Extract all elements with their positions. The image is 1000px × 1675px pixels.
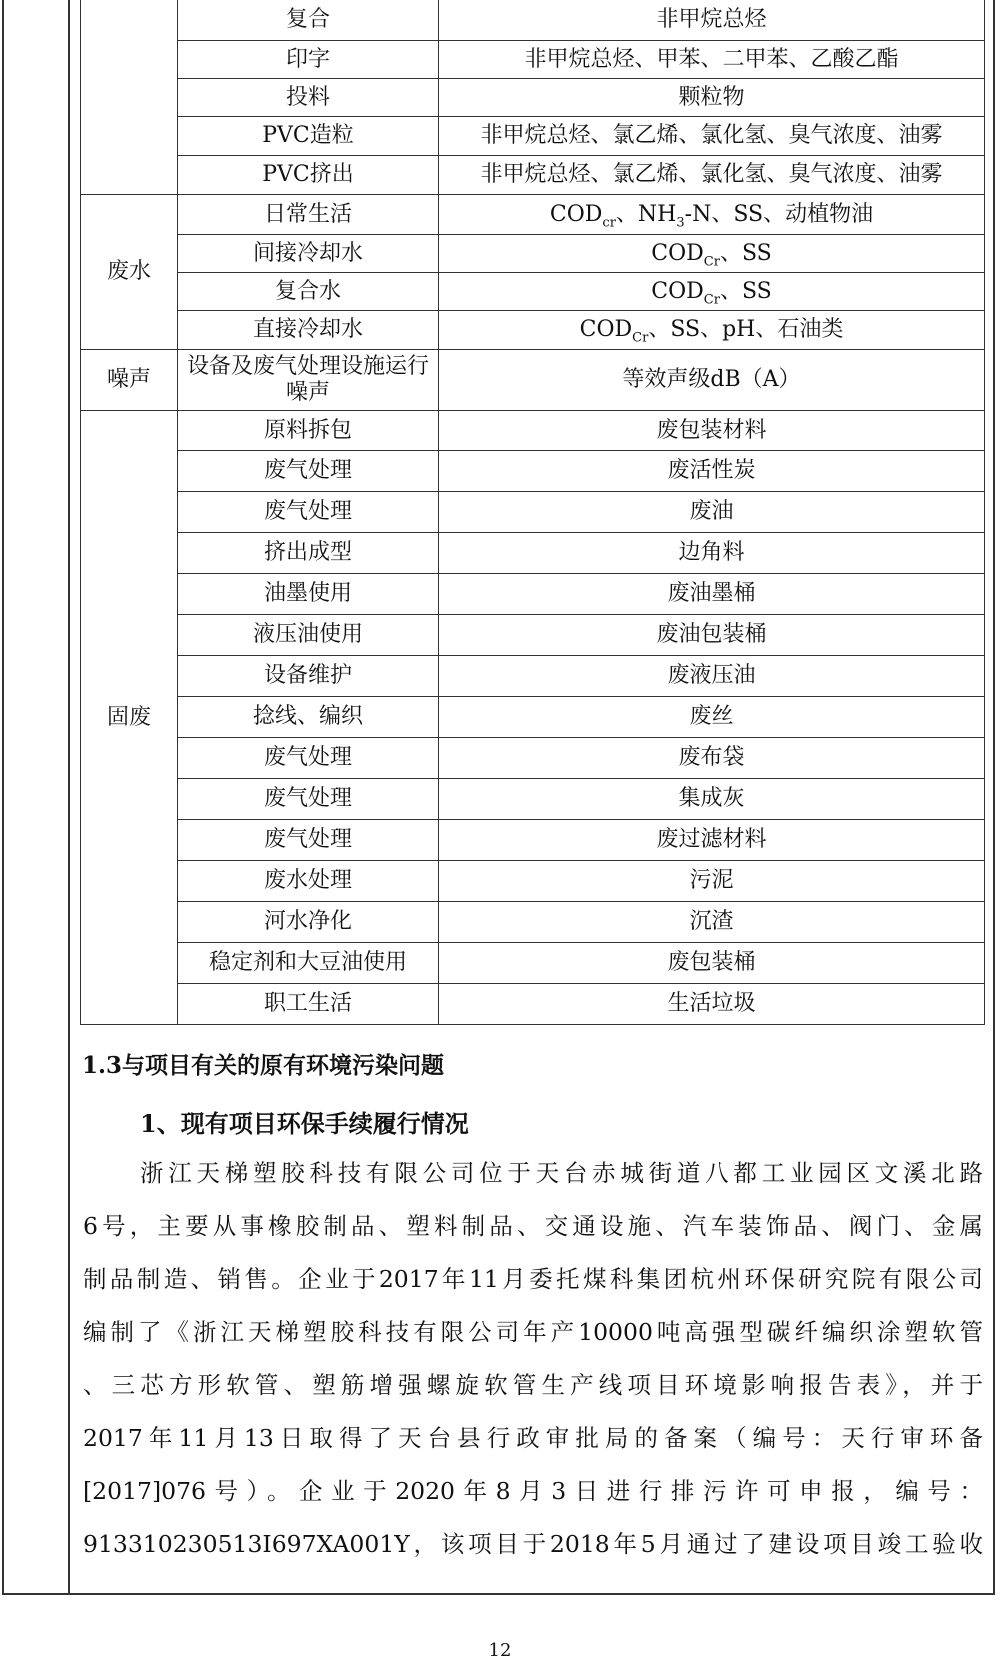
source-cell: 职工生活	[178, 984, 439, 1025]
category-cell-wastewater: 废水	[81, 195, 178, 350]
source-cell: PVC造粒	[178, 117, 439, 156]
pollutant-cell: $COD_{Cr}$、SS	[439, 273, 985, 311]
source-cell: PVC挤出	[178, 156, 439, 195]
table-row	[81, 350, 985, 411]
paragraph-line: 913310230513I697XA001Y，该项目于2018年5月通过了建设项目竣工验收	[83, 1530, 983, 1558]
paragraph-line: 6号，主要从事橡胶制品、塑料制品、交通设施、汽车装饰品、阀门、金属	[83, 1212, 983, 1240]
pollutant-cell: 非甲烷总烃、氯乙烯、氯化氢、臭气浓度、油雾	[439, 156, 985, 195]
table-row	[81, 943, 985, 984]
table-row	[81, 117, 985, 156]
pollutant-cell: 非甲烷总烃、甲苯、二甲苯、乙酸乙酯	[439, 41, 985, 79]
source-cell: 复合	[178, 0, 439, 41]
table-row	[81, 820, 985, 861]
table-row	[81, 697, 985, 738]
source-cell: 稳定剂和大豆油使用	[178, 943, 439, 984]
source-cell: 原料拆包	[178, 411, 439, 451]
table-row	[81, 41, 985, 79]
pollutant-cell: 颗粒物	[439, 79, 985, 117]
pollutant-cell: 废过滤材料	[439, 820, 985, 861]
pollutant-cell: 边角料	[439, 533, 985, 574]
table-row	[81, 411, 985, 451]
left-margin-divider	[68, 0, 70, 1595]
paragraph-line: 、三芯方形软管、塑筋增强螺旋软管生产线项目环境影响报告表》，并于	[83, 1371, 983, 1399]
source-cell: 液压油使用	[178, 615, 439, 656]
pollutant-cell: 废油包装桶	[439, 615, 985, 656]
table-row	[81, 902, 985, 943]
pollutant-cell: 废油	[439, 492, 985, 533]
source-cell: 直接冷却水	[178, 311, 439, 350]
table-row	[81, 235, 985, 273]
table-row	[81, 79, 985, 117]
table-row	[81, 195, 985, 235]
source-cell: 河水净化	[178, 902, 439, 943]
pollutant-cell: 废丝	[439, 697, 985, 738]
table-row	[81, 861, 985, 902]
source-cell: 废气处理	[178, 779, 439, 820]
source-cell: 挤出成型	[178, 533, 439, 574]
table-row	[81, 311, 985, 350]
table-row	[81, 656, 985, 697]
table-row	[81, 533, 985, 574]
paragraph-line: 浙江天梯塑胶科技有限公司位于天台赤城街道八都工业园区文溪北路	[140, 1159, 983, 1187]
source-cell: 间接冷却水	[178, 235, 439, 273]
table-row	[81, 273, 985, 311]
table-row	[81, 0, 985, 41]
category-cell-solid-waste: 固废	[81, 411, 178, 1025]
pollutant-cell: 废液压油	[439, 656, 985, 697]
pollutant-cell: 废活性炭	[439, 451, 985, 492]
paragraph-line: [2017]076号）。企业于2020年8月3日进行排污许可申报，编号：	[83, 1477, 983, 1505]
table-row	[81, 451, 985, 492]
source-cell: 设备及废气处理设施运行噪声	[178, 350, 439, 411]
subsection-heading: 1、现有项目环保手续履行情况	[140, 1109, 469, 1138]
table-row	[81, 492, 985, 533]
pollutant-cell: 集成灰	[439, 779, 985, 820]
table-row	[81, 156, 985, 195]
pollutant-cell: 废布袋	[439, 738, 985, 779]
section-heading: 1.3与项目有关的原有环境污染问题	[82, 1052, 445, 1079]
table-row	[81, 574, 985, 615]
pollutant-cell: $COD_{Cr}$、SS	[439, 235, 985, 273]
source-cell: 捻线、编织	[178, 697, 439, 738]
pollutant-cell: 等效声级dB（A）	[439, 350, 985, 411]
table-row	[81, 984, 985, 1025]
source-cell: 废气处理	[178, 492, 439, 533]
body-paragraph	[83, 1147, 983, 1571]
pollutant-cell: $COD_{cr}$、$NH_3-N$、SS、动植物油	[439, 195, 985, 235]
pollutant-cell: 非甲烷总烃、氯乙烯、氯化氢、臭气浓度、油雾	[439, 117, 985, 156]
paragraph-line: 2017年11月13日取得了天台县行政审批局的备案（编号：天行审环备	[83, 1424, 983, 1452]
source-cell: 印字	[178, 41, 439, 79]
source-cell: 废气处理	[178, 738, 439, 779]
table-row	[81, 615, 985, 656]
pollutant-table	[80, 0, 985, 1025]
source-cell: 废水处理	[178, 861, 439, 902]
source-cell: 废气处理	[178, 451, 439, 492]
pollutant-cell: 废包装桶	[439, 943, 985, 984]
paragraph-line: 制品制造、销售。企业于2017年11月委托煤科集团杭州环保研究院有限公司	[83, 1265, 983, 1293]
source-cell: 日常生活	[178, 195, 439, 235]
page-number: 12	[488, 1640, 512, 1661]
source-cell: 油墨使用	[178, 574, 439, 615]
source-cell: 设备维护	[178, 656, 439, 697]
source-cell: 复合水	[178, 273, 439, 311]
source-cell: 投料	[178, 79, 439, 117]
pollutant-cell: 污泥	[439, 861, 985, 902]
category-cell-noise: 噪声	[81, 350, 178, 411]
paragraph-line: 编制了《浙江天梯塑胶科技有限公司年产10000吨高强型碳纤编织涂塑软管	[83, 1318, 983, 1346]
category-cell-exhaust-continued	[81, 0, 178, 195]
pollutant-cell: $COD_{Cr}$、SS、pH、石油类	[439, 311, 985, 350]
table-row	[81, 779, 985, 820]
pollutant-cell: 沉渣	[439, 902, 985, 943]
pollutant-cell: 废包装材料	[439, 411, 985, 451]
pollutant-cell: 生活垃圾	[439, 984, 985, 1025]
pollutant-cell: 非甲烷总烃	[439, 0, 985, 41]
table-row	[81, 738, 985, 779]
pollutant-cell: 废油墨桶	[439, 574, 985, 615]
source-cell: 废气处理	[178, 820, 439, 861]
